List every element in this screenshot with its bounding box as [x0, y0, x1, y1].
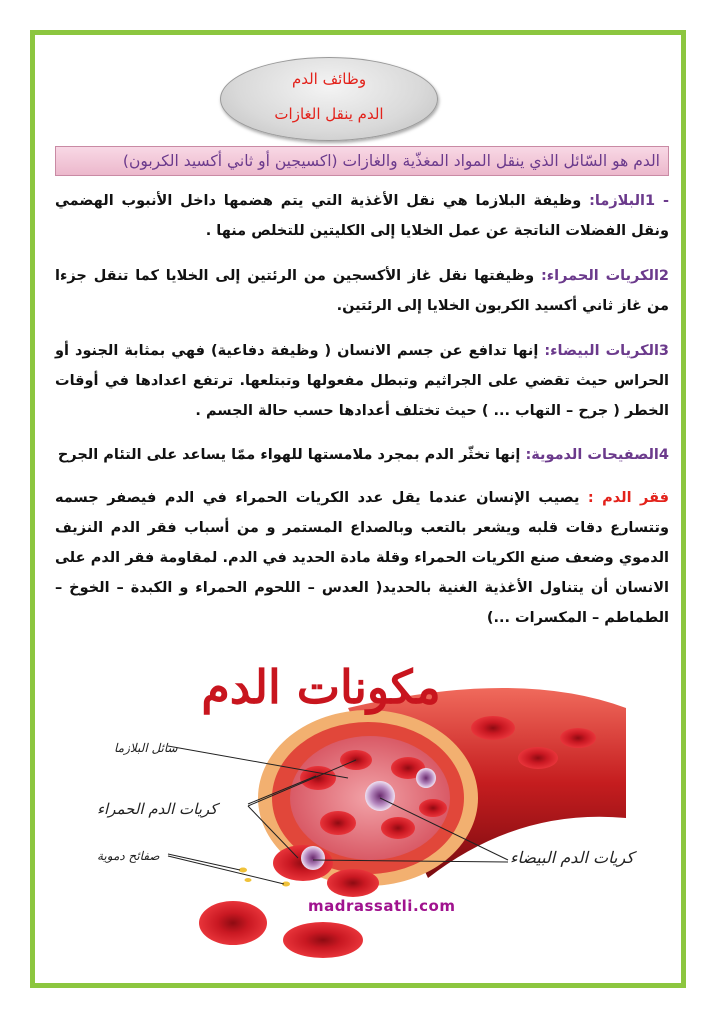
page-title: وظائف الدم	[291, 70, 367, 88]
platelets-text: إنها تخثّر الدم بمجرد ملامستها للهواء ممّا يساعد على التئام الجرح	[57, 447, 526, 463]
red-cells-caption: كريات الدم الحمراء	[97, 800, 218, 818]
white-cells-caption: كريات الدم البيضاء	[510, 848, 634, 867]
platelets-paragraph	[55, 440, 669, 470]
red-cells-label: 2الكريات الحمراء:	[540, 268, 670, 284]
anemia-text: يصيب الإنسان عندما يقل عدد الكريات الحمراء في الدم فيصفر جسمه وتتسارع دقات قلبه ويشعر بالتعب وبالصداع المستمر و من أسباب فقر الدم النزيف الدموي وضعف صنع الكريات الحمراء وقلة مادة الحديد في الدم. لمقاومة فقر الدم على الانسان أن يتناول الأغذية الغنية بالحديد( العدس – اللحوم الحمراء و الكبدة – الخوخ – الطماطم – المكسرات ...)	[55, 490, 669, 626]
anemia-label: فقر الدم :	[587, 490, 669, 506]
definition-box: الدم هو السّائل الذي ينقل المواد المغذّية والغازات (اكسيجين أو ثاني أكسيد الكربون)	[55, 146, 669, 176]
red-cells-paragraph	[55, 261, 669, 321]
plasma-paragraph	[55, 186, 669, 246]
page-subtitle: الدم ينقل الغازات	[274, 105, 384, 123]
watermark: madrassatli.com	[308, 897, 456, 915]
title-oval	[220, 57, 438, 141]
white-cells-label: 3الكريات البيضاء:	[544, 343, 670, 359]
platelets-caption: صفائح دموية	[97, 849, 160, 863]
platelets-label: 4الصفيحات الدموية:	[525, 447, 669, 463]
white-cells-paragraph	[55, 336, 669, 426]
white-cells-text: إنها تدافع عن جسم الانسان ( وظيفة دفاعية) فهي بمثابة الجنود أو الحراس حيث تقضي على الجراثيم وتبطل مفعولها وتبتلعها. ترتفع اعدادها في أوقات الخطر ( جرح – التهاب ... ) حيث تختلف أعدادها حسب حالة الجسم .	[55, 343, 669, 419]
plasma-caption: سائل البلازما	[114, 741, 178, 755]
anemia-paragraph	[55, 483, 669, 633]
red-cells-text: وظيفتها نقل غاز الأكسجين من الرئتين إلى الخلايا كما تنقل جزءا من غاز ثاني أكسيد الكربون الخلايا إلى الرئتين.	[55, 268, 669, 314]
plasma-label: - 1البلازما:	[589, 193, 669, 209]
figure-title: مكونات الدم	[201, 660, 441, 714]
plasma-text: وظيفة البلازما هي نقل الأغذية التي يتم هضمها داخل الأنبوب الهضمي ونقل الفضلات الناتجة عن عمل الخلايا إلى الكليتين للتخلص منها .	[55, 193, 669, 239]
